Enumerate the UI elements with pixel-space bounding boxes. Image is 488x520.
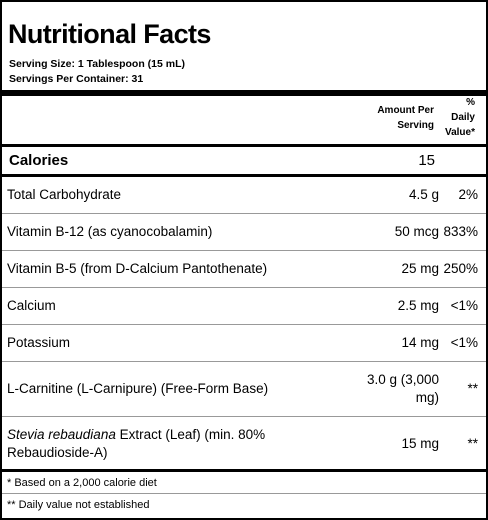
nutrient-label: Potassium bbox=[7, 335, 71, 350]
row-divider bbox=[2, 250, 486, 251]
nutrient-label: Total Carbohydrate bbox=[7, 187, 122, 202]
amount-per-serving-header: Amount Per Serving bbox=[377, 105, 434, 131]
calories-divider bbox=[2, 174, 486, 177]
nutrient-label: Stevia rebaudiana Extract (Leaf) (min. 80% Rebaudioside-A) bbox=[7, 427, 266, 460]
nutrient-daily-value: 2% bbox=[458, 187, 478, 202]
nutrient-amount: 14 mg bbox=[401, 335, 439, 350]
nutrient-label: Calcium bbox=[7, 298, 56, 313]
serving-size: Serving Size: 1 Tablespoon (15 mL) bbox=[9, 58, 186, 70]
calories-value: 15 bbox=[418, 152, 435, 169]
panel-title: Nutritional Facts bbox=[8, 19, 211, 49]
footnote: * Based on a 2,000 calorie diet bbox=[7, 477, 157, 489]
nutrient-daily-value: ** bbox=[467, 381, 478, 396]
row-divider bbox=[2, 213, 486, 214]
nutrient-amount: 2.5 mg bbox=[397, 298, 439, 313]
footnote-divider bbox=[2, 469, 486, 472]
nutrient-amount: 3.0 g (3,000 mg) bbox=[366, 372, 439, 405]
nutrient-amount: 4.5 g bbox=[408, 187, 439, 202]
servings-per-container: Servings Per Container: 31 bbox=[9, 73, 144, 85]
nutrient-daily-value: <1% bbox=[450, 335, 478, 350]
nutrient-amount: 25 mg bbox=[401, 261, 439, 276]
calories-label: Calories bbox=[9, 152, 69, 169]
nutrient-daily-value: 250% bbox=[443, 261, 478, 276]
nutrient-daily-value: ** bbox=[467, 436, 478, 451]
nutrient-label: L-Carnitine (L-Carnipure) (Free-Form Base) bbox=[7, 381, 269, 396]
footnote: ** Daily value not established bbox=[7, 499, 150, 511]
nutrient-amount: 50 mcg bbox=[394, 224, 439, 239]
nutrient-daily-value: <1% bbox=[450, 298, 478, 313]
thick-divider bbox=[2, 90, 486, 96]
nutrient-label: Vitamin B-5 (from D-Calcium Pantothenate) bbox=[7, 261, 268, 276]
row-divider bbox=[2, 324, 486, 325]
nutrient-label: Vitamin B-12 (as cyanocobalamin) bbox=[7, 224, 213, 239]
nutrient-amount: 15 mg bbox=[401, 436, 439, 451]
header-divider bbox=[2, 144, 486, 147]
footnote-row-divider bbox=[2, 493, 486, 494]
row-divider bbox=[2, 416, 486, 417]
nutrient-daily-value: 833% bbox=[443, 224, 478, 239]
row-divider bbox=[2, 287, 486, 288]
row-divider bbox=[2, 361, 486, 362]
daily-value-header: % Daily Value* bbox=[444, 97, 475, 138]
